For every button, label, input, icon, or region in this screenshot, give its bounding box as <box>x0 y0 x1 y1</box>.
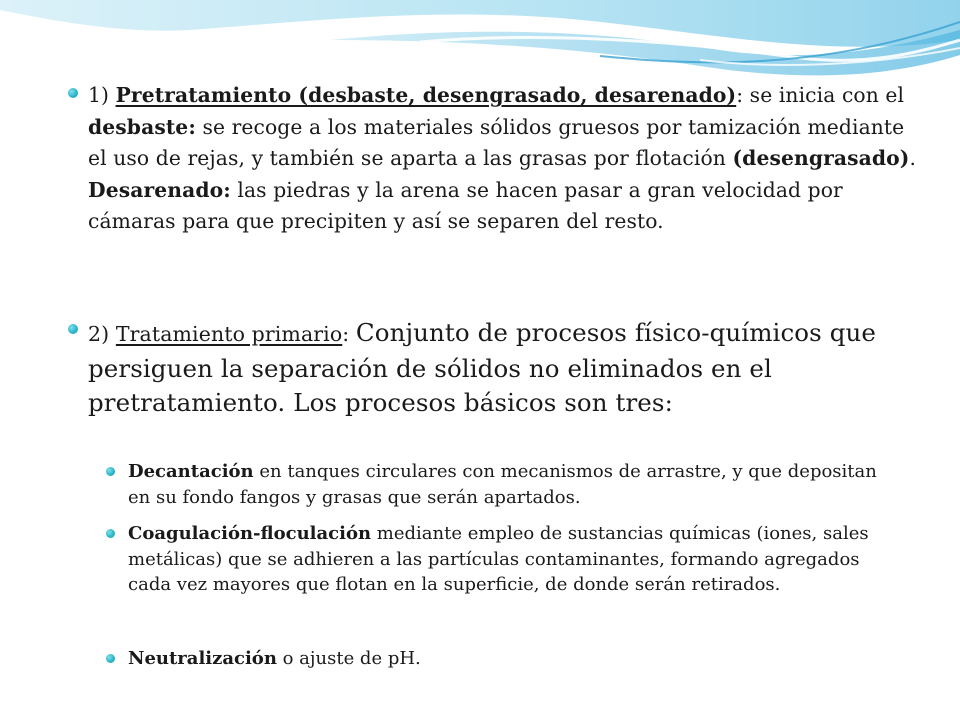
subitem-text: o ajuste de pH. <box>276 648 421 669</box>
sub-bullet-icon <box>106 654 115 663</box>
sub-bullet-icon <box>106 529 115 538</box>
subitem-term: Decantación <box>128 461 254 482</box>
subitem-coagulacion <box>128 521 898 598</box>
item-pretratamiento: 1) Pretratamiento (desbaste, desengrasado, desarenado): se inicia con el desbaste: se recoge a los materiales sólidos gruesos por tamización mediante el uso de rejas, y también se aparta a las grasas por flotación (desengrasado). Desarenado: las piedras y la arena se hacen pasar a gran velocidad por cámaras para que precipiten y así se separen del resto. <box>88 83 917 234</box>
term-desbaste: desbaste: <box>88 114 196 139</box>
subitem-neutralizacion <box>128 646 898 672</box>
term-desarenado: Desarenado: <box>88 177 231 202</box>
item-number: 2) <box>88 322 116 346</box>
term-desengrasado: (desengrasado) <box>732 146 910 171</box>
item-number: 1) <box>88 83 116 107</box>
subitem-text: en tanques circulares con mecanismos de arrastre, y que depositan en su fondo fangos y grasas que serán apartados. <box>128 461 877 508</box>
item-tratamiento-primario: 2) Tratamiento primario: Conjunto de procesos físico-químicos que persiguen la separación de sólidos no eliminados en el pretratamiento. Los procesos básicos son tres: <box>88 318 876 417</box>
subitem-decantacion <box>128 459 898 510</box>
item-title: Tratamiento primario <box>115 322 343 346</box>
item-body: Conjunto de procesos físico-químicos que persiguen la separación de sólidos no eliminados en el pretratamiento. Los procesos básicos son tres: <box>88 318 876 417</box>
item-title: Pretratamiento (desbaste, desengrasado, desarenado) <box>115 83 737 107</box>
subitem-term: Coagulación-floculación <box>128 523 372 544</box>
subitem-term: Neutralización <box>128 648 277 669</box>
bullet-icon <box>68 88 78 98</box>
bullet-icon <box>68 324 78 334</box>
subitem-text: mediante empleo de sustancias químicas (iones, sales metálicas) que se adhieren a las partículas contaminantes, formando agregados cada vez mayores que flotan en la superficie, de donde serán retirados. <box>128 523 869 596</box>
sub-bullet-icon <box>106 467 115 476</box>
